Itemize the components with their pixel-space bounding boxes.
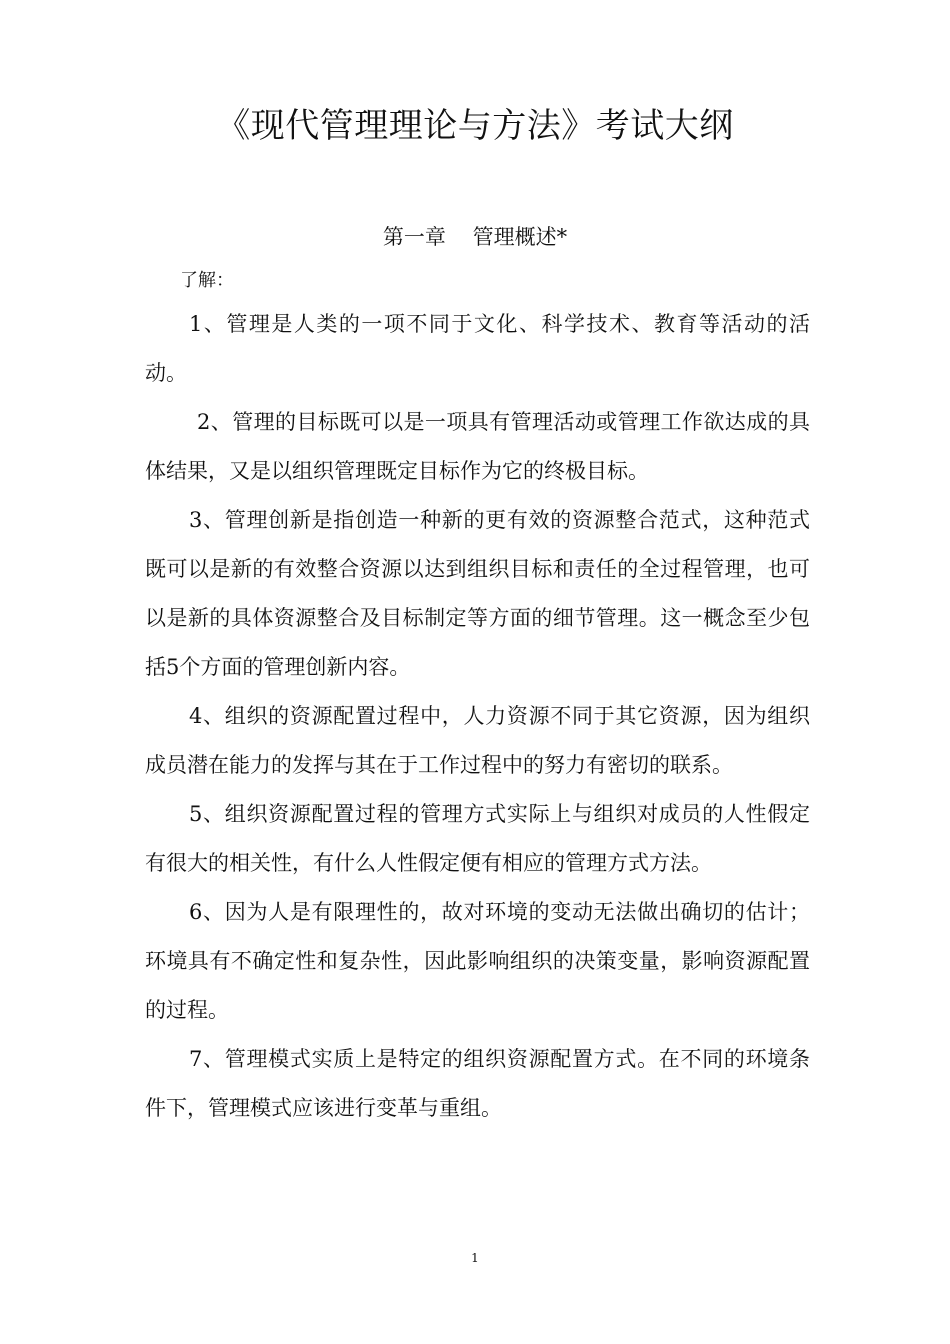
paragraph-2: 2、管理的目标既可以是一项具有管理活动或管理工作欲达成的具体结果，又是以组织管理既定目标作为它的终极目标。 <box>145 410 810 483</box>
page-number: 1 <box>471 1251 479 1265</box>
document-title: 《现代管理理论与方法》考试大纲 <box>216 106 734 146</box>
paragraph-4: 4、组织的资源配置过程中，人力资源不同于其它资源，因为组织成员潜在能力的发挥与其在于工作过程中的努力有密切的联系。 <box>145 704 810 777</box>
paragraph-1: 1、管理是人类的一项不同于文化、科学技术、教育等活动的活动。 <box>145 312 810 385</box>
paragraph-3: 3、管理创新是指创造一种新的更有效的资源整合范式，这种范式既可以是新的有效整合资源以达到组织目标和责任的全过程管理，也可以是新的具体资源整合及目标制定等方面的细节管理。这一概念至少包括5个方面的管理创新内容。 <box>145 508 810 679</box>
paragraph-5: 5、组织资源配置过程的管理方式实际上与组织对成员的人性假定有很大的相关性，有什么人性假定便有相应的管理方式方法。 <box>145 802 810 875</box>
section-label: 了解： <box>180 270 234 291</box>
chapter-heading: 第一章 管理概述* <box>382 225 568 249</box>
paragraph-7: 7、管理模式实质上是特定的组织资源配置方式。在不同的环境条件下，管理模式应该进行变革与重组。 <box>145 1047 810 1120</box>
paragraph-6: 6、因为人是有限理性的，故对环境的变动无法做出确切的估计；环境具有不确定性和复杂性，因此影响组织的决策变量，影响资源配置的过程。 <box>145 900 810 1022</box>
